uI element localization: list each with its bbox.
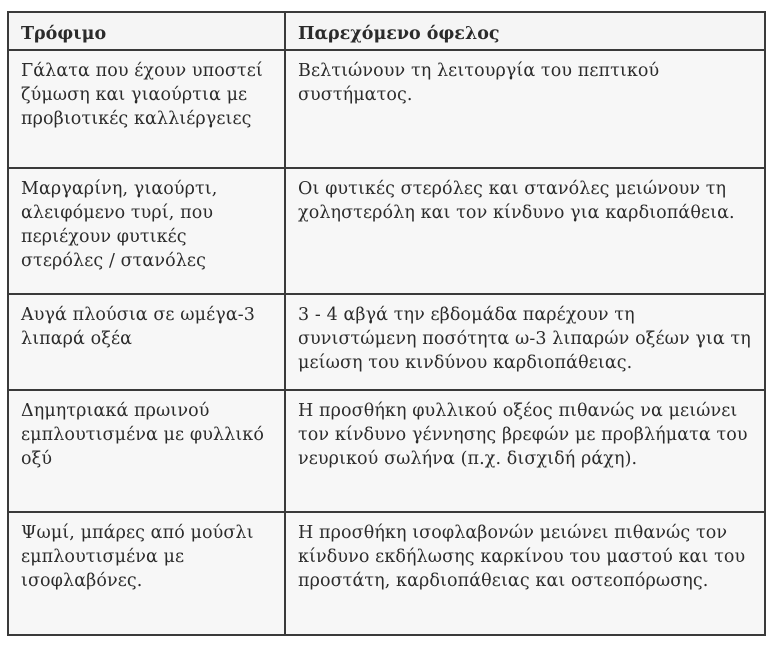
header-food: Τρόφιμο bbox=[8, 12, 285, 50]
benefit-cell: Η προσθήκη φυλλικού οξέος πιθανώς να μειώνει τον κίνδυνο γέννησης βρεφών με προβλήματα του νευρικού σωλήνα (π.χ. δισχιδή ράχη). bbox=[285, 390, 765, 512]
food-cell: Γάλατα που έχουν υποστεί ζύμωση και γιαούρτια με προβιοτικές καλλιέργειες bbox=[8, 50, 285, 168]
header-benefit: Παρεχόμενο όφελος bbox=[285, 12, 765, 50]
table-row bbox=[8, 512, 765, 635]
benefit-cell: Βελτιώνουν τη λειτουργία του πεπτικού συστήματος. bbox=[285, 50, 765, 168]
food-cell: Μαργαρίνη, γιαούρτι, αλειφόμενο τυρί, που περιέχουν φυτικές στερόλες / στανόλες bbox=[8, 168, 285, 294]
table-row bbox=[8, 390, 765, 512]
benefit-cell: Οι φυτικές στερόλες και στανόλες μειώνουν τη χοληστερόλη και τον κίνδυνο για καρδιοπάθεια. bbox=[285, 168, 765, 294]
benefit-cell: Η προσθήκη ισοφλαβονών μειώνει πιθανώς τον κίνδυνο εκδήλωσης καρκίνου του μαστού και του προστάτη, καρδιοπάθειας και οστεοπόρωσης. bbox=[285, 512, 765, 635]
food-cell: Δημητριακά πρωινού εμπλουτισμένα με φυλλικό οξύ bbox=[8, 390, 285, 512]
table-row bbox=[8, 168, 765, 294]
functional-foods-table bbox=[7, 11, 766, 636]
table-row bbox=[8, 50, 765, 168]
food-cell: Αυγά πλούσια σε ωμέγα-3 λιπαρά οξέα bbox=[8, 294, 285, 390]
benefit-cell: 3 - 4 αβγά την εβδομάδα παρέχουν τη συνιστώμενη ποσότητα ω-3 λιπαρών οξέων για τη μείωση του κινδύνου καρδιοπάθειας. bbox=[285, 294, 765, 390]
header-row bbox=[8, 12, 765, 50]
table-row bbox=[8, 294, 765, 390]
food-cell: Ψωμί, μπάρες από μούσλι εμπλουτισμένα με ισοφλαβόνες. bbox=[8, 512, 285, 635]
